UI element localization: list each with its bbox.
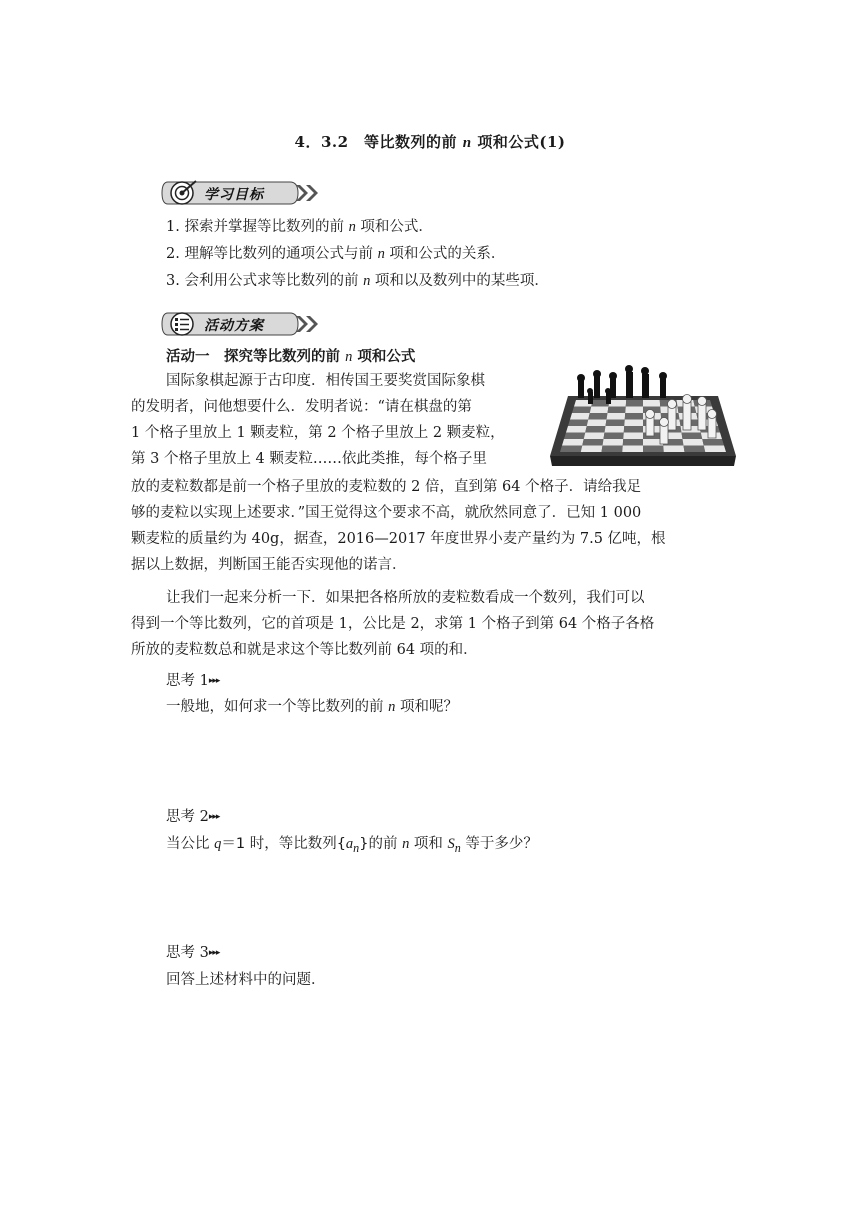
board-square [607, 413, 626, 420]
board-square [560, 446, 582, 453]
paragraph-line: 够的麦粒以实现上述要求．”国王觉得这个要求不高，就欣然同意了．已知 1 000 [131, 505, 642, 521]
goal-item: 3. 会利用公式求等比数列的前 n 项和以及数列中的某些项． [166, 273, 549, 289]
goal-item: 1. 探索并掌握等比数列的前 n 项和公式． [166, 219, 433, 235]
board-square [623, 433, 643, 440]
board-square [608, 407, 626, 414]
section-label-plan: 活动方案 [204, 318, 264, 334]
board-square [604, 433, 624, 440]
board-square [663, 446, 684, 453]
board-square [564, 433, 585, 440]
board-square [702, 439, 724, 446]
board-square [606, 420, 625, 427]
board-square [625, 407, 643, 414]
paragraph-line: 颗麦粒的质量约为 40g，据查，2016—2017 年度世界小麦产量约为 7.5 亿吨，根 [131, 531, 666, 547]
board-square [623, 439, 643, 446]
board-square [643, 446, 664, 453]
board-square [682, 433, 703, 440]
paragraph-line: 放的麦粒数都是前一个格子里放的麦粒数的 2 倍，直到第 64 个格子．请给我足 [131, 479, 642, 495]
paragraph-line: 的发明者，问他想要什么．发明者说：“请在棋盘的第 [131, 399, 472, 415]
board-square [609, 400, 627, 407]
goal-item: 2. 理解等比数列的通项公式与前 n 项和公式的关系． [166, 246, 506, 262]
board-square [581, 446, 603, 453]
question-text: 一般地，如何求一个等比数列的前 n 项和呢？ [166, 699, 458, 715]
board-square [605, 426, 625, 433]
think-label: 思考 3▸▸▸ [166, 945, 220, 961]
board-square [568, 420, 588, 427]
paragraph-line: 据以上数据，判断国王能否实现他的诺言． [131, 557, 407, 573]
board-square [603, 439, 624, 446]
think-label: 思考 1▸▸▸ [166, 673, 220, 689]
paragraph-line: 第 3 个格子里放上 4 颗麦粒……依此类推，每个格子里 [131, 451, 487, 467]
section-label-goals: 学习目标 [204, 187, 264, 203]
section-banner-goals [160, 178, 330, 208]
question-text: 回答上述材料中的问题． [166, 972, 326, 988]
board-square [570, 413, 590, 420]
board-square [584, 433, 605, 440]
board-square [582, 439, 603, 446]
triple-arrow-icon: ▸▸▸ [208, 948, 220, 958]
board-square [572, 407, 591, 414]
board-square [643, 400, 660, 407]
board-square [684, 446, 706, 453]
paragraph-line: 所放的麦粒数总和就是求这个等比数列前 64 项的和． [131, 642, 478, 658]
paragraph-line: 1 个格子里放上 1 颗麦粒，第 2 个格子里放上 2 颗麦粒， [131, 425, 505, 441]
think-label: 思考 2▸▸▸ [166, 809, 220, 825]
board-square [622, 446, 643, 453]
paragraph-line: 国际象棋起源于古印度．相传国王要奖赏国际象棋 [166, 373, 485, 389]
board-square [683, 439, 704, 446]
board-square [587, 420, 607, 427]
triple-arrow-icon: ▸▸▸ [208, 812, 220, 822]
chessboard-image [548, 356, 738, 468]
board-square [624, 420, 643, 427]
page-title: 4．3.2 等比数列的前 n 项和公式(1) [294, 133, 566, 151]
section-banner-plan [160, 309, 330, 339]
activity-heading: 活动一 探究等比数列的前 n 项和公式 [166, 349, 416, 365]
board-square [624, 426, 643, 433]
paragraph-line: 让我们一起来分析一下．如果把各格所放的麦粒数看成一个数列，我们可以 [166, 590, 645, 606]
board-square [704, 446, 726, 453]
board-square [590, 407, 609, 414]
paragraph-line: 得到一个等比数列，它的首项是 1，公比是 2，求第 1 个格子到第 64 个格子各格 [131, 616, 655, 632]
board-square [602, 446, 623, 453]
triple-arrow-icon: ▸▸▸ [208, 676, 220, 686]
board-square [626, 400, 643, 407]
question-text: 当公比 q＝1 时，等比数列$\{a_n\}$的前 n 项和 $S_n$ 等于多少？ [166, 836, 538, 855]
board-square [585, 426, 605, 433]
board-square [625, 413, 643, 420]
board-square [562, 439, 584, 446]
board-square [566, 426, 587, 433]
board-square [588, 413, 607, 420]
